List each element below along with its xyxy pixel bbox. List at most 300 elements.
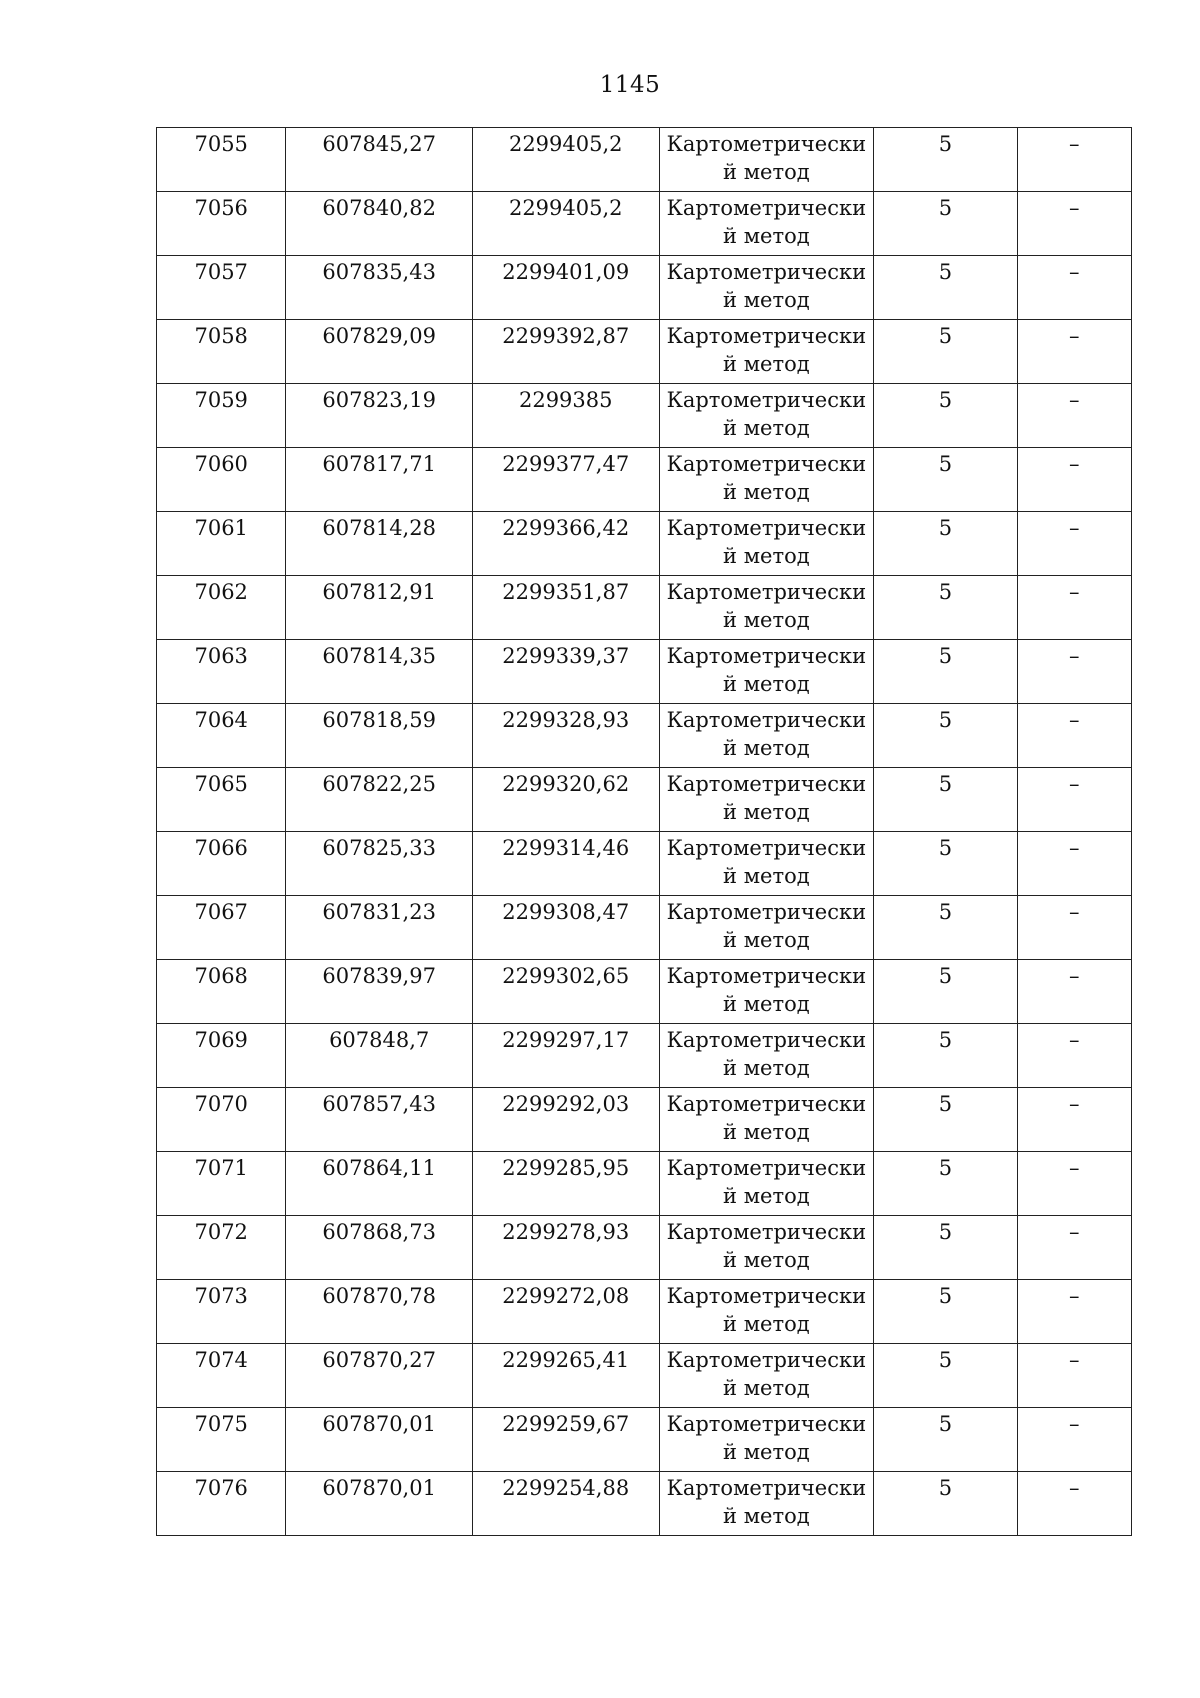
note-cell-text: – [1069,516,1080,540]
y-coordinate-cell [472,640,659,704]
x-coordinate-cell [286,192,473,256]
point-number-cell-text: 7063 [194,644,248,668]
y-coordinate-cell-text: 2299320,62 [502,772,630,796]
method-text [660,832,874,890]
point-number-cell-text: 7061 [194,516,248,540]
accuracy-cell-text: 5 [938,900,953,924]
method-line-1: Картометрически [666,708,867,732]
method-line-2: й метод [723,160,810,184]
method-text [660,768,874,826]
method-line-1: Картометрически [666,580,867,604]
accuracy-cell-text: 5 [938,516,953,540]
point-number-cell-text: 7056 [194,196,248,220]
method-line-2: й метод [723,288,810,312]
note-cell [1017,256,1131,320]
x-coordinate-cell-text: 607868,73 [322,1220,436,1244]
y-coordinate-cell [472,1280,659,1344]
method-cell [659,768,874,832]
accuracy-cell [874,384,1017,448]
note-cell-text: – [1069,1284,1080,1308]
method-line-2: й метод [723,1376,810,1400]
accuracy-cell [874,1152,1017,1216]
note-cell [1017,576,1131,640]
method-cell [659,896,874,960]
accuracy-cell-text: 5 [938,964,953,988]
method-cell [659,256,874,320]
y-coordinate-cell-text: 2299272,08 [502,1284,630,1308]
method-text [660,320,874,378]
x-coordinate-cell [286,448,473,512]
note-cell [1017,1472,1131,1536]
x-coordinate-cell-text: 607829,09 [322,324,436,348]
accuracy-cell [874,512,1017,576]
x-coordinate-cell-text: 607870,01 [322,1412,436,1436]
point-number-cell-text: 7066 [194,836,248,860]
point-number-cell [157,1408,286,1472]
method-line-2: й метод [723,1120,810,1144]
method-text [660,1216,874,1274]
x-coordinate-cell [286,768,473,832]
point-number-cell [157,1152,286,1216]
x-coordinate-cell-text: 607848,7 [329,1028,430,1052]
note-cell [1017,448,1131,512]
method-line-1: Картометрически [666,1412,867,1436]
accuracy-cell [874,1280,1017,1344]
y-coordinate-cell [472,1088,659,1152]
point-number-cell [157,128,286,192]
y-coordinate-cell [472,1344,659,1408]
method-text [660,512,874,570]
accuracy-cell [874,1344,1017,1408]
point-number-cell [157,448,286,512]
note-cell-text: – [1069,900,1080,924]
table-row [157,1024,1132,1088]
y-coordinate-cell-text: 2299308,47 [502,900,630,924]
note-cell-text: – [1069,1348,1080,1372]
x-coordinate-cell-text: 607818,59 [322,708,436,732]
y-coordinate-cell [472,768,659,832]
x-coordinate-cell-text: 607870,01 [322,1476,436,1500]
table-row [157,448,1132,512]
note-cell [1017,960,1131,1024]
x-coordinate-cell-text: 607822,25 [322,772,436,796]
point-number-cell-text: 7067 [194,900,248,924]
method-cell [659,640,874,704]
method-cell [659,1472,874,1536]
note-cell-text: – [1069,1028,1080,1052]
method-line-2: й метод [723,800,810,824]
method-cell [659,320,874,384]
table-row [157,1280,1132,1344]
note-cell [1017,1280,1131,1344]
method-cell [659,832,874,896]
note-cell [1017,704,1131,768]
point-number-cell [157,896,286,960]
y-coordinate-cell-text: 2299385 [518,388,613,412]
y-coordinate-cell-text: 2299392,87 [502,324,630,348]
table-row [157,192,1132,256]
point-number-cell [157,384,286,448]
point-number-cell-text: 7073 [194,1284,248,1308]
note-cell-text: – [1069,196,1080,220]
x-coordinate-cell [286,576,473,640]
method-text [660,1280,874,1338]
method-line-2: й метод [723,1504,810,1528]
x-coordinate-cell-text: 607814,35 [322,644,436,668]
accuracy-cell [874,448,1017,512]
table-row [157,320,1132,384]
note-cell-text: – [1069,1412,1080,1436]
y-coordinate-cell [472,384,659,448]
method-text [660,1152,874,1210]
method-line-1: Картометрически [666,452,867,476]
y-coordinate-cell [472,1216,659,1280]
method-line-2: й метод [723,1312,810,1336]
note-cell [1017,128,1131,192]
method-cell [659,1088,874,1152]
accuracy-cell [874,1408,1017,1472]
accuracy-cell-text: 5 [938,580,953,604]
note-cell [1017,1024,1131,1088]
table-row [157,1216,1132,1280]
note-cell [1017,512,1131,576]
point-number-cell-text: 7072 [194,1220,248,1244]
table-row [157,512,1132,576]
table-row [157,384,1132,448]
accuracy-cell-text: 5 [938,644,953,668]
y-coordinate-cell-text: 2299366,42 [502,516,630,540]
x-coordinate-cell-text: 607814,28 [322,516,436,540]
note-cell [1017,1088,1131,1152]
accuracy-cell-text: 5 [938,196,953,220]
method-line-2: й метод [723,608,810,632]
point-number-cell-text: 7068 [194,964,248,988]
table-row [157,1344,1132,1408]
point-number-cell-text: 7059 [194,388,248,412]
accuracy-cell-text: 5 [938,772,953,796]
point-number-cell-text: 7071 [194,1156,248,1180]
x-coordinate-cell-text: 607840,82 [322,196,436,220]
method-line-2: й метод [723,1440,810,1464]
accuracy-cell [874,1472,1017,1536]
x-coordinate-cell-text: 607835,43 [322,260,436,284]
point-number-cell [157,1024,286,1088]
method-text [660,896,874,954]
point-number-cell [157,320,286,384]
accuracy-cell [874,1024,1017,1088]
method-line-1: Картометрически [666,516,867,540]
method-line-1: Картометрически [666,900,867,924]
x-coordinate-cell [286,1088,473,1152]
y-coordinate-cell-text: 2299254,88 [502,1476,630,1500]
y-coordinate-cell [472,704,659,768]
method-line-2: й метод [723,416,810,440]
method-line-2: й метод [723,352,810,376]
method-text [660,448,874,506]
table-row [157,640,1132,704]
note-cell-text: – [1069,260,1080,284]
note-cell-text: – [1069,644,1080,668]
point-number-cell [157,1088,286,1152]
accuracy-cell [874,256,1017,320]
method-cell [659,1344,874,1408]
point-number-cell-text: 7064 [194,708,248,732]
method-cell [659,192,874,256]
x-coordinate-cell [286,512,473,576]
table-row [157,1088,1132,1152]
table-row [157,768,1132,832]
point-number-cell [157,256,286,320]
method-line-1: Картометрически [666,132,867,156]
y-coordinate-cell-text: 2299377,47 [502,452,630,476]
method-cell [659,448,874,512]
point-number-cell-text: 7058 [194,324,248,348]
x-coordinate-cell [286,896,473,960]
table-row [157,832,1132,896]
accuracy-cell [874,960,1017,1024]
x-coordinate-cell [286,1344,473,1408]
method-text [660,640,874,698]
method-cell [659,1280,874,1344]
method-line-2: й метод [723,480,810,504]
accuracy-cell-text: 5 [938,324,953,348]
x-coordinate-cell-text: 607823,19 [322,388,436,412]
method-line-1: Картометрически [666,1092,867,1116]
accuracy-cell [874,576,1017,640]
y-coordinate-cell [472,576,659,640]
point-number-cell [157,832,286,896]
method-text [660,1408,874,1466]
method-cell [659,128,874,192]
y-coordinate-cell-text: 2299302,65 [502,964,630,988]
point-number-cell-text: 7065 [194,772,248,796]
method-line-1: Картометрически [666,1348,867,1372]
x-coordinate-cell-text: 607857,43 [322,1092,436,1116]
accuracy-cell [874,1088,1017,1152]
method-line-2: й метод [723,224,810,248]
point-number-cell-text: 7062 [194,580,248,604]
point-number-cell-text: 7074 [194,1348,248,1372]
y-coordinate-cell [472,256,659,320]
note-cell [1017,1216,1131,1280]
method-line-2: й метод [723,864,810,888]
method-text [660,1344,874,1402]
x-coordinate-cell-text: 607870,27 [322,1348,436,1372]
note-cell [1017,320,1131,384]
table-row [157,1408,1132,1472]
method-text [660,1472,874,1530]
y-coordinate-cell-text: 2299297,17 [502,1028,630,1052]
accuracy-cell-text: 5 [938,452,953,476]
accuracy-cell [874,192,1017,256]
note-cell-text: – [1069,580,1080,604]
point-number-cell [157,1472,286,1536]
accuracy-cell [874,896,1017,960]
y-coordinate-cell [472,448,659,512]
y-coordinate-cell [472,1472,659,1536]
coordinates-table-body [157,128,1132,1536]
x-coordinate-cell [286,1472,473,1536]
accuracy-cell-text: 5 [938,1412,953,1436]
method-cell [659,960,874,1024]
y-coordinate-cell-text: 2299285,95 [502,1156,630,1180]
y-coordinate-cell [472,960,659,1024]
point-number-cell-text: 7075 [194,1412,248,1436]
method-cell [659,576,874,640]
note-cell-text: – [1069,1092,1080,1116]
note-cell-text: – [1069,452,1080,476]
method-line-1: Картометрически [666,324,867,348]
method-text [660,384,874,442]
x-coordinate-cell [286,128,473,192]
note-cell [1017,832,1131,896]
note-cell-text: – [1069,964,1080,988]
method-line-1: Картометрически [666,1476,867,1500]
method-line-2: й метод [723,672,810,696]
y-coordinate-cell-text: 2299328,93 [502,708,630,732]
method-line-1: Картометрически [666,1284,867,1308]
point-number-cell [157,192,286,256]
method-line-2: й метод [723,992,810,1016]
accuracy-cell-text: 5 [938,836,953,860]
method-cell [659,1152,874,1216]
accuracy-cell [874,704,1017,768]
point-number-cell [157,1280,286,1344]
y-coordinate-cell [472,896,659,960]
point-number-cell [157,960,286,1024]
accuracy-cell-text: 5 [938,388,953,412]
note-cell-text: – [1069,388,1080,412]
method-text [660,576,874,634]
x-coordinate-cell [286,1280,473,1344]
accuracy-cell [874,768,1017,832]
note-cell [1017,1344,1131,1408]
y-coordinate-cell-text: 2299259,67 [502,1412,630,1436]
method-line-2: й метод [723,736,810,760]
point-number-cell [157,1216,286,1280]
x-coordinate-cell [286,832,473,896]
method-line-2: й метод [723,1056,810,1080]
table-row [157,128,1132,192]
y-coordinate-cell [472,832,659,896]
method-text [660,128,874,186]
x-coordinate-cell [286,320,473,384]
accuracy-cell-text: 5 [938,1156,953,1180]
y-coordinate-cell-text: 2299278,93 [502,1220,630,1244]
accuracy-cell-text: 5 [938,1028,953,1052]
note-cell-text: – [1069,836,1080,860]
table-row [157,256,1132,320]
table-row [157,1152,1132,1216]
method-line-1: Картометрически [666,772,867,796]
method-line-1: Картометрически [666,196,867,220]
method-line-1: Картометрически [666,964,867,988]
x-coordinate-cell [286,1408,473,1472]
note-cell [1017,384,1131,448]
y-coordinate-cell-text: 2299405,2 [508,132,623,156]
note-cell [1017,640,1131,704]
accuracy-cell [874,1216,1017,1280]
method-text [660,1088,874,1146]
page-number: 1145 [599,72,661,98]
point-number-cell-text: 7060 [194,452,248,476]
method-line-1: Картометрически [666,388,867,412]
point-number-cell [157,576,286,640]
method-line-1: Картометрически [666,1220,867,1244]
note-cell-text: – [1069,1476,1080,1500]
table-row [157,1472,1132,1536]
x-coordinate-cell [286,1024,473,1088]
x-coordinate-cell [286,960,473,1024]
y-coordinate-cell [472,512,659,576]
point-number-cell-text: 7055 [194,132,248,156]
method-line-1: Картометрически [666,1028,867,1052]
note-cell [1017,768,1131,832]
x-coordinate-cell-text: 607839,97 [322,964,436,988]
x-coordinate-cell [286,384,473,448]
accuracy-cell-text: 5 [938,1476,953,1500]
point-number-cell-text: 7057 [194,260,248,284]
method-text [660,256,874,314]
coordinates-table [156,127,1132,1536]
method-line-2: й метод [723,1248,810,1272]
method-cell [659,1216,874,1280]
method-line-1: Картометрически [666,644,867,668]
note-cell-text: – [1069,772,1080,796]
accuracy-cell-text: 5 [938,1092,953,1116]
y-coordinate-cell [472,1152,659,1216]
note-cell-text: – [1069,1220,1080,1244]
x-coordinate-cell [286,704,473,768]
note-cell [1017,896,1131,960]
accuracy-cell [874,832,1017,896]
method-line-2: й метод [723,1184,810,1208]
method-text [660,960,874,1018]
accuracy-cell-text: 5 [938,132,953,156]
y-coordinate-cell-text: 2299339,37 [502,644,630,668]
point-number-cell-text: 7076 [194,1476,248,1500]
table-row [157,576,1132,640]
accuracy-cell-text: 5 [938,708,953,732]
x-coordinate-cell-text: 607825,33 [322,836,436,860]
table-row [157,704,1132,768]
accuracy-cell [874,128,1017,192]
method-line-1: Картометрически [666,836,867,860]
point-number-cell-text: 7070 [194,1092,248,1116]
method-cell [659,384,874,448]
method-line-1: Картометрически [666,1156,867,1180]
x-coordinate-cell [286,1152,473,1216]
point-number-cell [157,512,286,576]
x-coordinate-cell [286,256,473,320]
y-coordinate-cell [472,320,659,384]
y-coordinate-cell-text: 2299314,46 [502,836,630,860]
x-coordinate-cell [286,1216,473,1280]
y-coordinate-cell [472,192,659,256]
x-coordinate-cell-text: 607831,23 [322,900,436,924]
method-cell [659,704,874,768]
point-number-cell [157,704,286,768]
x-coordinate-cell-text: 607870,78 [322,1284,436,1308]
method-line-2: й метод [723,544,810,568]
note-cell-text: – [1069,132,1080,156]
accuracy-cell-text: 5 [938,1220,953,1244]
method-line-1: Картометрически [666,260,867,284]
x-coordinate-cell [286,640,473,704]
method-cell [659,1024,874,1088]
note-cell-text: – [1069,1156,1080,1180]
note-cell [1017,192,1131,256]
